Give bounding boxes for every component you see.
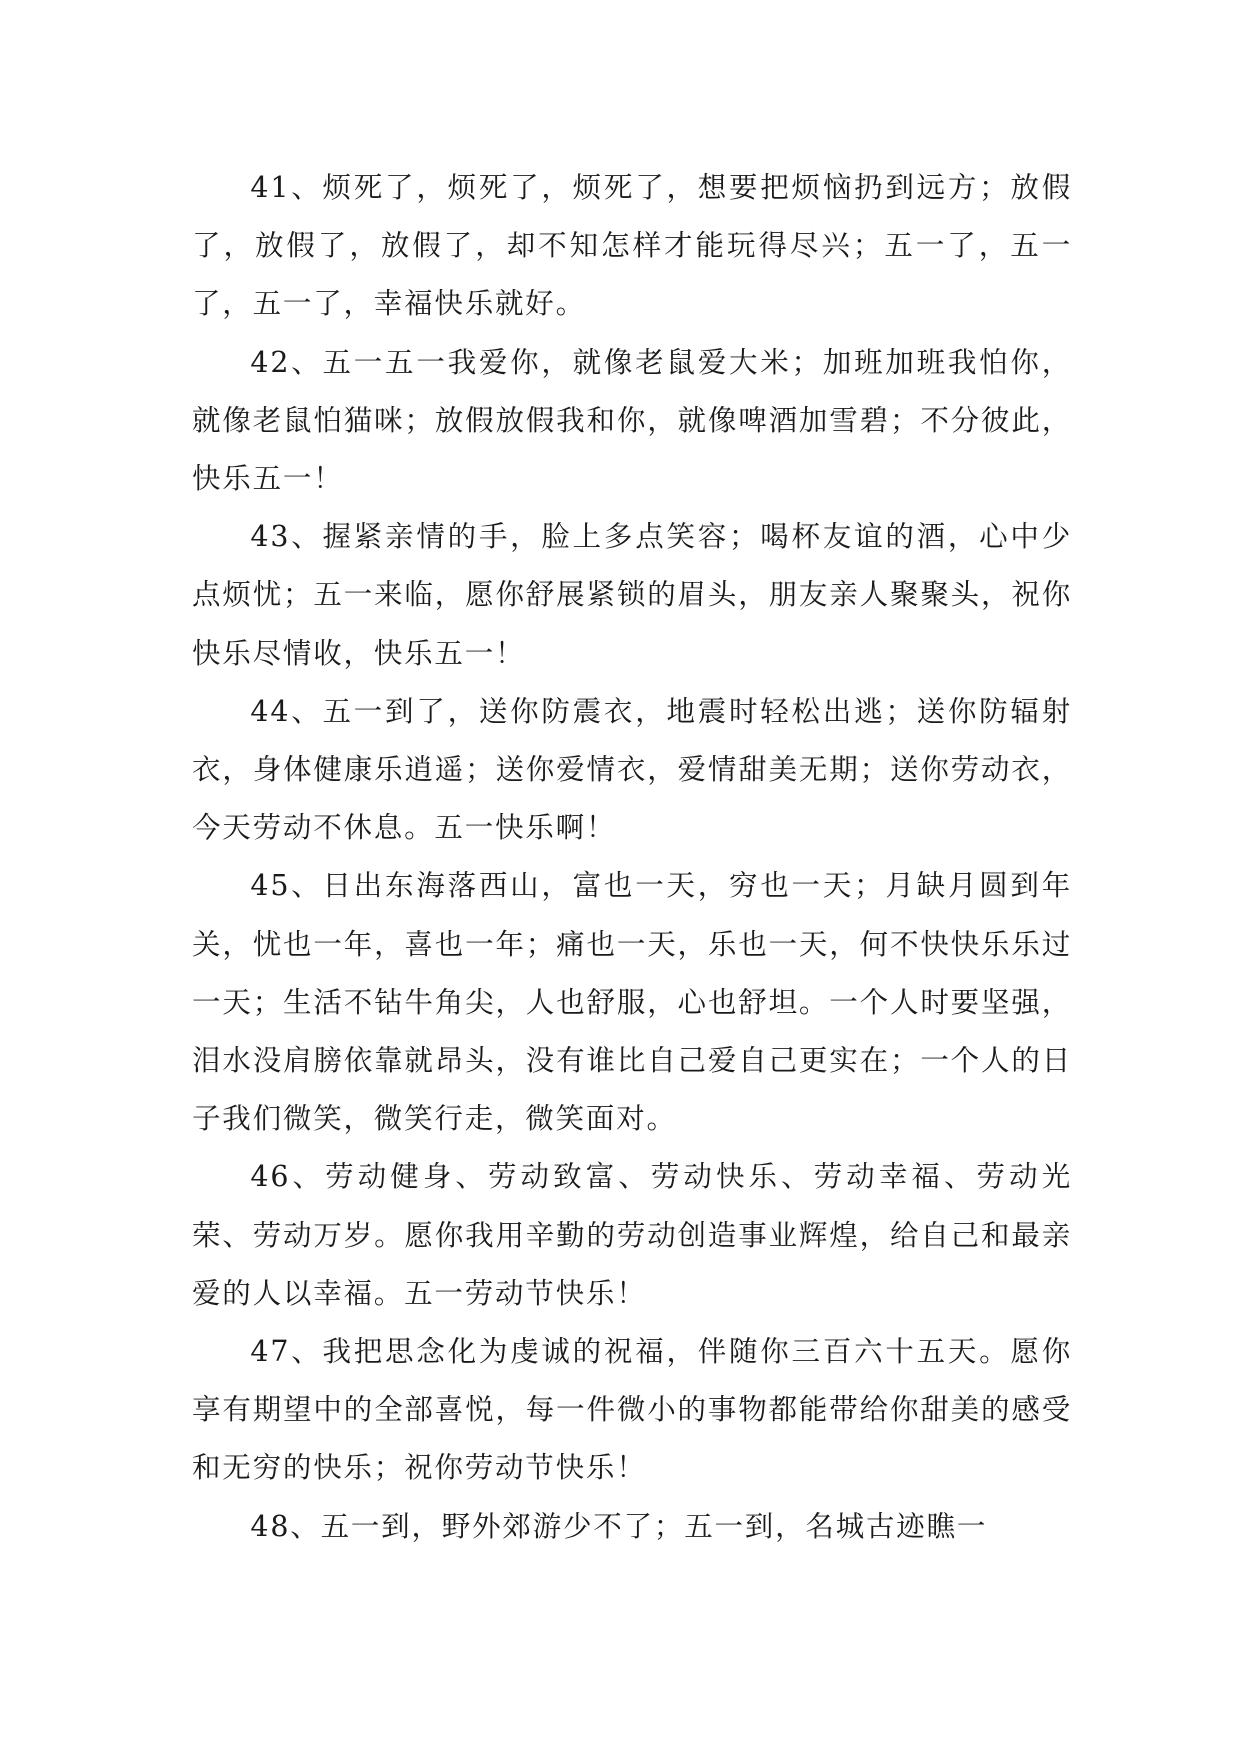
paragraph-42: 42、五一五一我爱你，就像老鼠爱大米；加班加班我怕你，就像老鼠怕猫咪；放假放假我和你，就像啤酒加雪碧；不分彼此，快乐五一！ [192,345,1072,496]
paragraph-44: 44、五一到了，送你防震衣，地震时轻松出逃；送你防辐射衣，身体健康乐逍遥；送你爱情衣，爱情甜美无期；送你劳动衣，今天劳动不休息。五一快乐啊！ [192,694,1072,845]
paragraph-41: 41、烦死了，烦死了，烦死了，想要把烦恼扔到远方；放假了，放假了，放假了，却不知怎样才能玩得尽兴；五一了，五一了，五一了，幸福快乐就好。 [192,171,1072,321]
paragraph-48: 48、五一到，野外郊游少不了；五一到，名城古迹瞧一 [250,1509,988,1543]
paragraph-43: 43、握紧亲情的手，脸上多点笑容；喝杯友谊的酒，心中少点烦忧；五一来临，愿你舒展紧锁的眉头，朋友亲人聚聚头，祝你快乐尽情收，快乐五一！ [192,520,1072,670]
paragraph-47: 47、我把思念化为虔诚的祝福，伴随你三百六十五天。愿你享有期望中的全部喜悦，每一件微小的事物都能带给你甜美的感受和无穷的快乐；祝你劳动节快乐！ [192,1335,1072,1485]
paragraph-45: 45、日出东海落西山，富也一天，穷也一天；月缺月圆到年关，忧也一年，喜也一年；痛也一天，乐也一天，何不快快乐乐过一天；生活不钻牛角尖，人也舒服，心也舒坦。一个人时要坚强，泪水没肩膀依靠就昂头，没有谁比自己爱自己更实在；一个人的日子我们微笑，微笑行走，微笑面对。 [192,869,1072,1136]
document-body [192,159,1072,1556]
paragraph-46: 46、劳动健身、劳动致富、劳动快乐、劳动幸福、劳动光荣、劳动万岁。愿你我用辛勤的劳动创造事业辉煌，给自己和最亲爱的人以幸福。五一劳动节快乐！ [192,1160,1072,1310]
